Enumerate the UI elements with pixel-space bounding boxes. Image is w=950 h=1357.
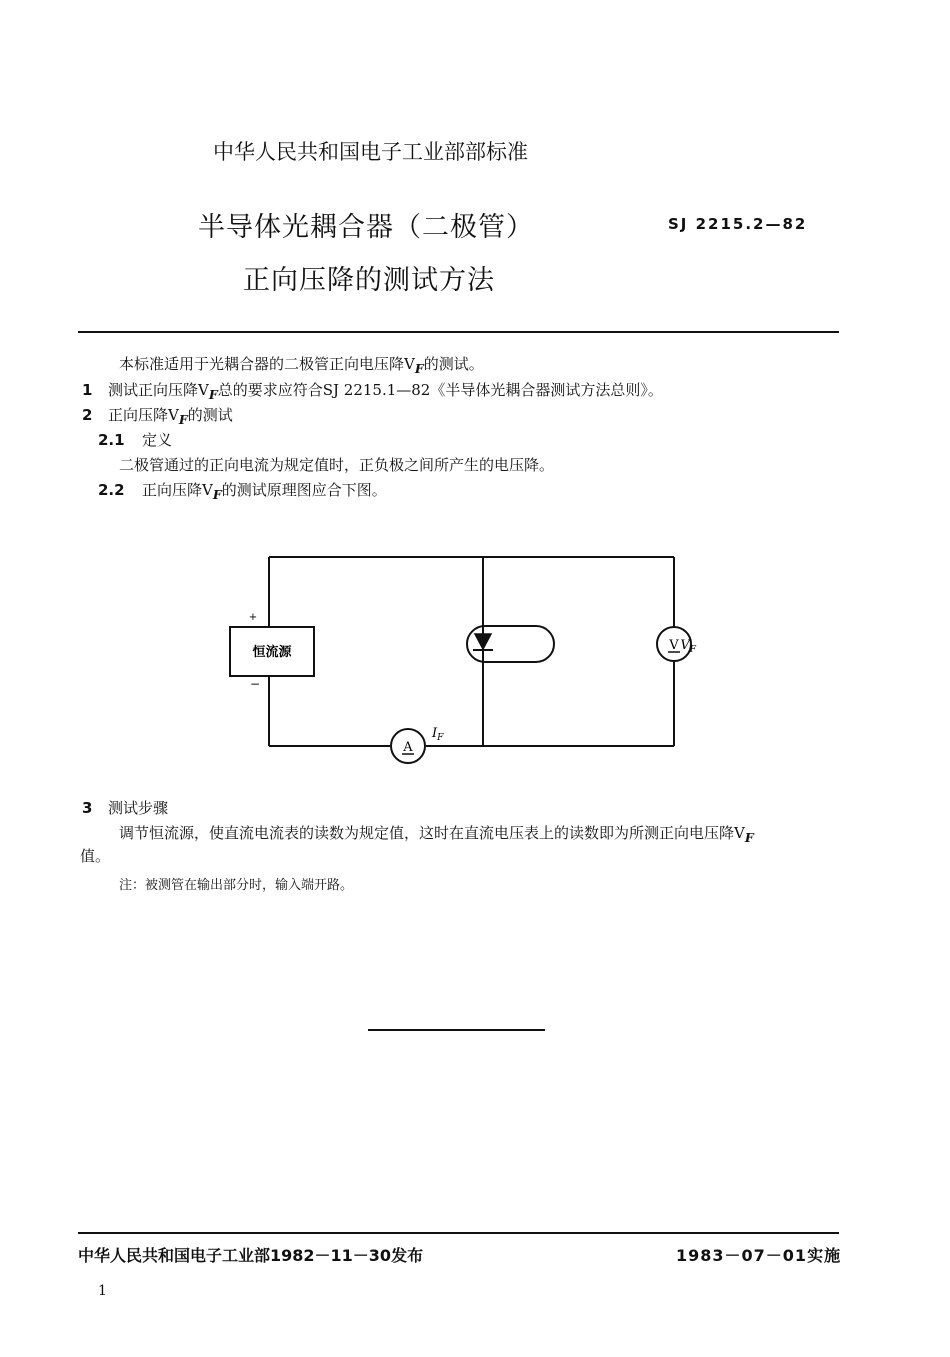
standard-code: SJ 2215.2—82 [668,215,808,233]
voltmeter-letter: V [669,638,679,653]
end-of-text-rule [368,1029,545,1031]
plus-terminal: + [248,612,258,623]
source-label: 恒流源 [252,645,292,660]
issue-date: 中华人民共和国电子工业部1982－11－30发布 [78,1246,424,1265]
section-number: 3 [82,799,93,817]
header-divider [78,331,839,333]
test-circuit-diagram [220,550,700,770]
issuing-organization: 中华人民共和国电子工业部部标准 [213,140,528,164]
section-number: 2.2 [98,481,125,499]
diode-icon [475,634,491,649]
current-label: $I_F$ [432,726,444,743]
ammeter-letter: A [403,740,413,755]
minus-terminal: − [249,677,261,691]
document-title-line-2: 正向压降的测试方法 [243,265,495,296]
section-3-heading: 3 测试步骤 [82,799,169,817]
section-3-text-continued: 值。 [80,847,111,865]
section-number: 2.1 [98,431,125,449]
section-3-text: 调节恒流源，使直流电流表的读数为规定值，这时在直流电压表上的读数即为所测正向电压降$V_F$ [119,824,754,845]
section-number: 2 [82,406,93,424]
section-2-1-heading: 2.1 定义 [98,431,173,449]
footer-divider [78,1232,839,1234]
intro-paragraph: 本标准适用于光耦合器的二极管正向电压降$V_F$的测试。 [119,355,484,376]
document-title-line-1: 半导体光耦合器（二极管） [198,212,534,243]
section-2: 2 正向压降$V_F$的测试 [82,406,233,427]
section-1: 1 测试正向压降$V_F$总的要求应符合SJ 2215.1—82《半导体光耦合器测试方法总则》。 [82,381,663,402]
section-2-1-text: 二极管通过的正向电流为规定值时，正负极之间所产生的电压降。 [119,456,555,474]
page-number: 1 [98,1283,107,1299]
note: 注：被测管在输出部分时，输入端开路。 [119,878,354,893]
section-2-2: 2.2 正向压降$V_F$的测试原理图应合下图。 [98,481,387,502]
effective-date: 1983－07－01实施 [676,1246,842,1265]
voltage-label: $V_F$ [680,638,696,655]
section-number: 1 [82,381,93,399]
